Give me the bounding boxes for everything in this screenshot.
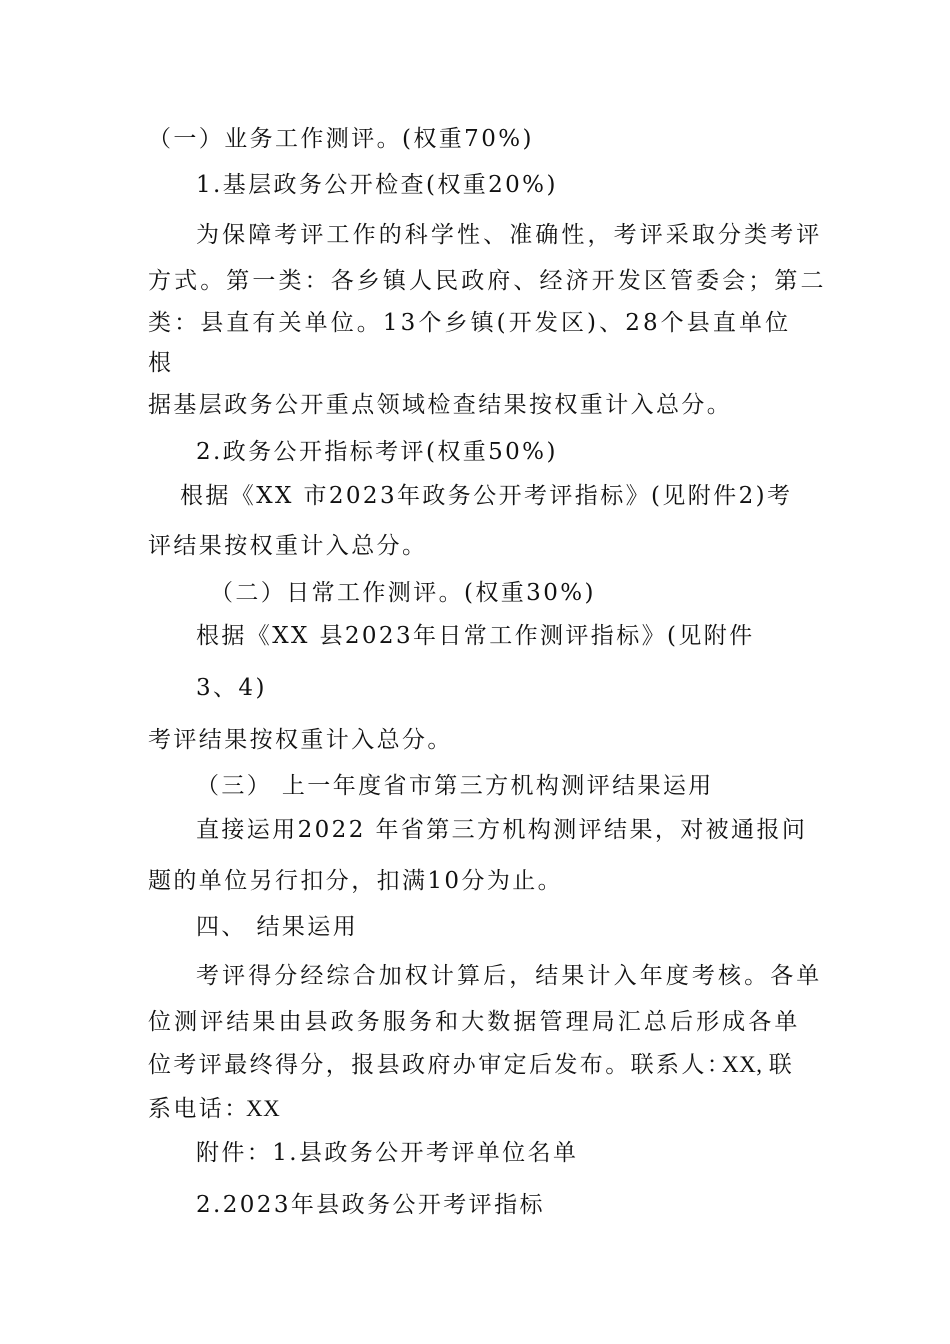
section-heading-1: （一）业务工作测评。(权重70%) [148, 126, 534, 152]
subsection-heading-1-1: 1.基层政务公开检查(权重20%) [196, 172, 558, 198]
paragraph-line: 根 [148, 350, 174, 376]
paragraph-line: 直接运用2022 年省第三方机构测评结果，对被通报问 [196, 817, 808, 843]
section-heading-3: （三） 上一年度省市第三方机构测评结果运用 [196, 773, 714, 799]
paragraph-line: 评结果按权重计入总分。 [148, 533, 428, 559]
attachment-line-1: 附件：1.县政务公开考评单位名单 [196, 1140, 579, 1166]
section-heading-2: （二）日常工作测评。(权重30%) [210, 580, 596, 606]
paragraph-line: 位考评最终得分，报县政府办审定后发布。联系人： [148, 1052, 733, 1078]
paragraph-line: 方式。第一类：各乡镇人民政府、经济开发区管委会；第二 [148, 268, 827, 294]
paragraph-line: 位测评结果由县政务服务和大数据管理局汇总后形成各单 [148, 1009, 801, 1035]
paragraph-line: 根据《XX 市2023年政务公开考评指标》(见附件2)考 [180, 483, 793, 509]
paragraph-line: 3、4) [196, 675, 267, 701]
paragraph-line: 题的单位另行扣分，扣满10分为止。 [148, 868, 564, 894]
contact-person-value: XX, 联 [722, 1052, 793, 1077]
section-heading-4: 四、 结果运用 [196, 914, 359, 940]
contact-phone-label: 系电话： [148, 1096, 250, 1122]
subsection-heading-1-2: 2.政务公开指标考评(权重50%) [196, 439, 558, 465]
paragraph-line: 考评结果按权重计入总分。 [148, 727, 453, 753]
paragraph-line: 为保障考评工作的科学性、准确性，考评采取分类考评 [196, 222, 823, 248]
paragraph-line: 根据《XX 县2023年日常工作测评指标》(见附件 [196, 623, 755, 649]
paragraph-line: 据基层政务公开重点领域检查结果按权重计入总分。 [148, 392, 733, 418]
attachment-line-2: 2.2023年县政务公开考评指标 [196, 1192, 545, 1218]
paragraph-line: 考评得分经综合加权计算后，结果计入年度考核。各单 [196, 963, 823, 989]
contact-phone-value: XX [246, 1096, 281, 1121]
paragraph-line: 类：县直有关单位。13个乡镇(开发区)、28个县直单位 [148, 310, 792, 336]
